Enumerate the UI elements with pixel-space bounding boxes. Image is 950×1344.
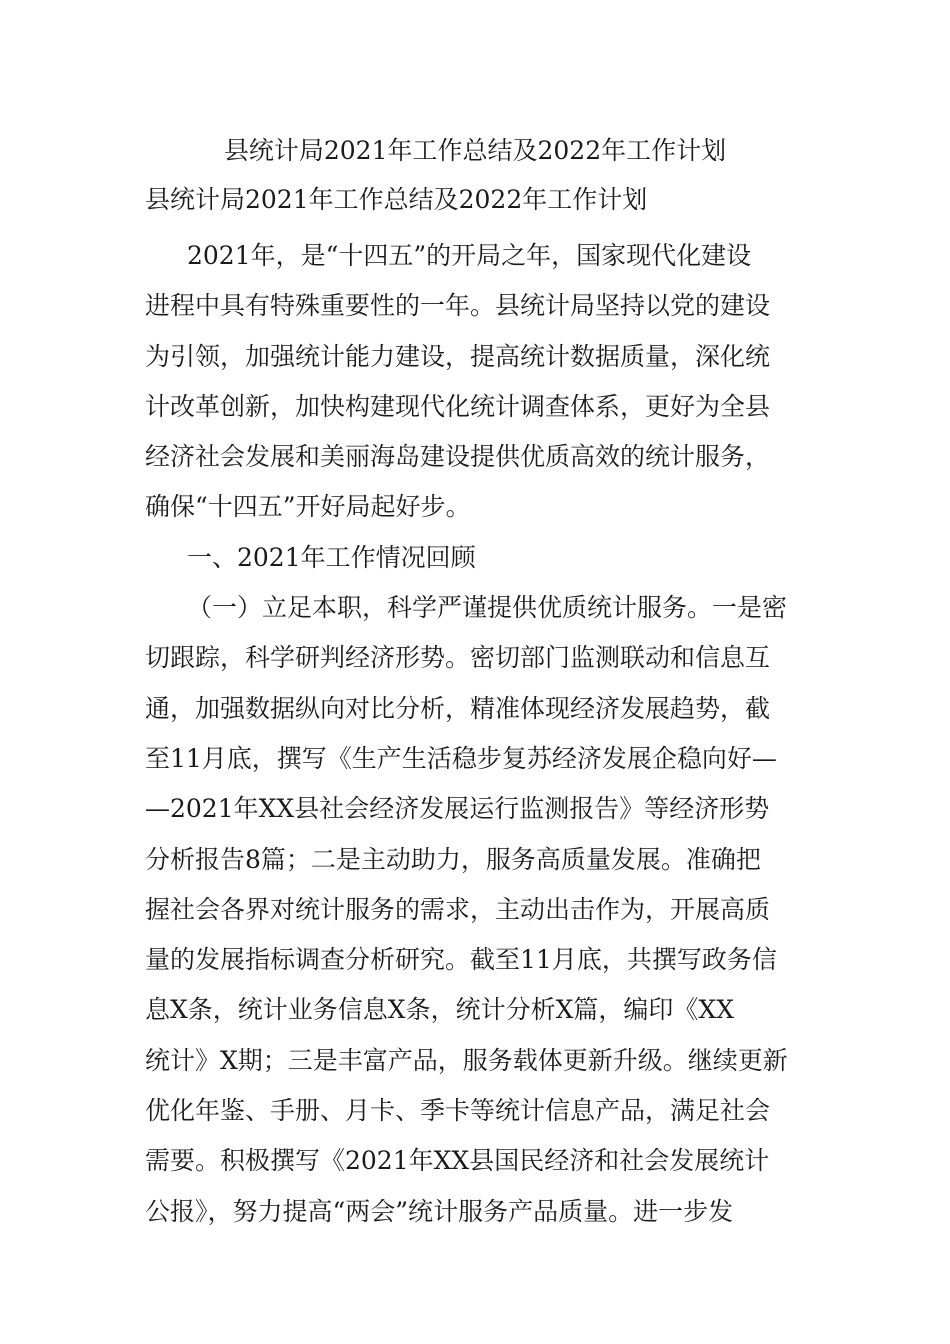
document-subtitle: 县统计局2021年工作总结及2022年工作计划 — [145, 185, 648, 214]
document-title: 县统计局2021年工作总结及2022年工作计划 — [223, 136, 727, 165]
paragraph-line: 优化年鉴、手册、月卡、季卡等统计信息产品，满足社会 — [145, 1096, 771, 1126]
paragraph-line: 统计》X期；三是丰富产品，服务载体更新升级。继续更新 — [145, 1045, 788, 1075]
section-heading: 一、2021年工作情况回顾 — [187, 542, 476, 572]
paragraph-line: 息X条，统计业务信息X条，统计分析X篇，编印《XX — [145, 995, 734, 1025]
paragraph-line: 确保“十四五”开好局起好步。 — [145, 492, 471, 522]
paragraph-line: 通，加强数据纵向对比分析，精准体现经济发展趋势，截 — [145, 693, 771, 723]
paragraph-line: 需要。积极撰写《2021年XX县国民经济和社会发展统计 — [145, 1146, 770, 1176]
paragraph-line: 经济社会发展和美丽海岛建设提供优质高效的统计服务， — [145, 442, 771, 472]
paragraph-line: 分析报告8篇；二是主动助力，服务高质量发展。准确把 — [145, 844, 761, 874]
document-body — [145, 231, 805, 1237]
paragraph-line: 计改革创新，加快构建现代化统计调查体系，更好为全县 — [145, 391, 771, 421]
paragraph-line: 公报》，努力提高“两会”统计服务产品质量。进一步发 — [145, 1196, 734, 1226]
paragraph-line: 量的发展指标调查分析研究。截至11月底，共撰写政务信 — [145, 945, 777, 975]
paragraph-line: （一）立足本职，科学严谨提供优质统计服务。一是密 — [187, 593, 788, 623]
paragraph-line: 2021年，是“十四五”的开局之年，国家现代化建设 — [187, 241, 752, 270]
paragraph-line: 至11月底，撰写《生产生活稳步复苏经济发展企稳向好— — [145, 743, 777, 773]
paragraph-line: —2021年XX县社会经济发展运行监测报告》等经济形势 — [145, 794, 770, 824]
paragraph-line: 握社会各界对统计服务的需求，主动出击作为，开展高质 — [145, 894, 771, 924]
paragraph-line: 为引领，加强统计能力建设，提高统计数据质量，深化统 — [145, 341, 771, 371]
paragraph-line: 进程中具有特殊重要性的一年。县统计局坚持以党的建设 — [145, 291, 771, 321]
paragraph-line: 切跟踪，科学研判经济形势。密切部门监测联动和信息互 — [145, 643, 771, 673]
